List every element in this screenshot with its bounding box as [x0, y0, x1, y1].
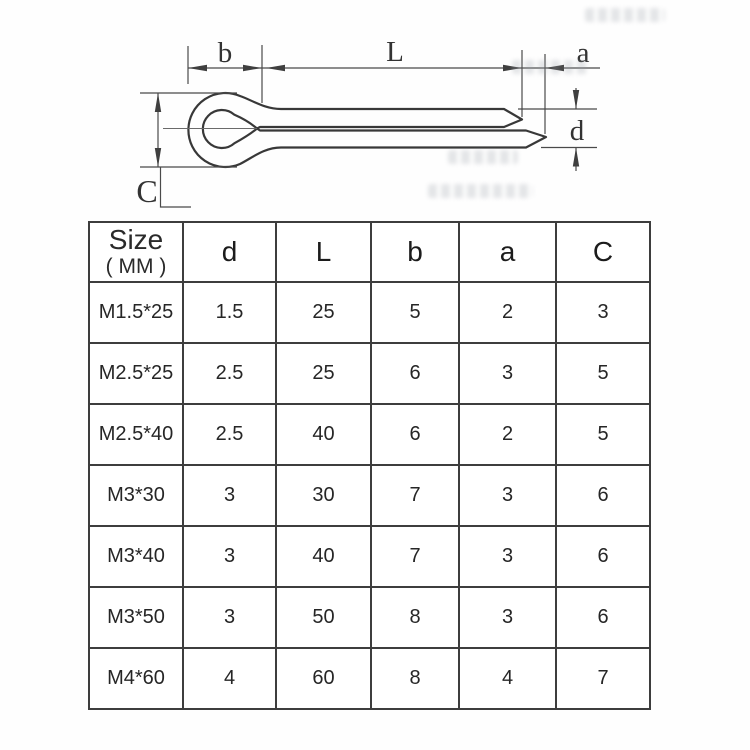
size-header-line1: Size	[108, 224, 164, 255]
dimension-label-L: L	[386, 36, 404, 68]
value-cell: 4	[459, 648, 556, 709]
table-row	[89, 465, 650, 526]
size-header	[89, 222, 183, 282]
value-cell: 30	[276, 465, 371, 526]
arrowhead-C-down	[155, 148, 161, 167]
value-cell: 3	[183, 587, 276, 648]
value-cell: 6	[556, 526, 650, 587]
value-cell: 3	[183, 465, 276, 526]
column-header-d: d	[183, 222, 276, 282]
C-leader-bracket	[161, 167, 192, 207]
arrowhead-L-right	[503, 65, 522, 71]
value-cell: 5	[556, 404, 650, 465]
value-cell: 2	[459, 282, 556, 343]
value-cell: 6	[556, 465, 650, 526]
column-header-a: a	[459, 222, 556, 282]
table-row	[89, 587, 650, 648]
value-cell: 6	[556, 587, 650, 648]
value-cell: 40	[276, 404, 371, 465]
size-cell: M2.5*25	[89, 343, 183, 404]
value-cell: 5	[556, 343, 650, 404]
value-cell: 7	[371, 526, 459, 587]
value-cell: 3	[459, 465, 556, 526]
table-row	[89, 526, 650, 587]
value-cell: 5	[371, 282, 459, 343]
size-cell: M2.5*40	[89, 404, 183, 465]
table-row	[89, 282, 650, 343]
size-cell: M1.5*25	[89, 282, 183, 343]
column-header-b: b	[371, 222, 459, 282]
value-cell: 3	[459, 343, 556, 404]
pin-outline	[188, 93, 546, 167]
value-cell: 60	[276, 648, 371, 709]
dimension-label-C: C	[136, 173, 158, 209]
table-row	[89, 648, 650, 709]
arrowhead-a-left	[545, 65, 564, 71]
value-cell: 4	[183, 648, 276, 709]
arrowhead-C-up	[155, 93, 161, 112]
value-cell: 3	[459, 587, 556, 648]
value-cell: 25	[276, 282, 371, 343]
value-cell: 1.5	[183, 282, 276, 343]
value-cell: 8	[371, 587, 459, 648]
pin-body	[188, 93, 546, 167]
value-cell: 7	[371, 465, 459, 526]
value-cell: 3	[183, 526, 276, 587]
table-row	[89, 404, 650, 465]
cotter-pin-diagram	[0, 0, 750, 220]
table-row	[89, 343, 650, 404]
value-cell: 7	[556, 648, 650, 709]
size-cell: M4*60	[89, 648, 183, 709]
column-header-C: C	[556, 222, 650, 282]
value-cell: 50	[276, 587, 371, 648]
value-cell: 2.5	[183, 404, 276, 465]
size-cell: M3*40	[89, 526, 183, 587]
value-cell: 2	[459, 404, 556, 465]
column-header-L: L	[276, 222, 371, 282]
dimension-label-b: b	[217, 37, 233, 69]
arrowhead-d-down	[573, 90, 579, 109]
value-cell: 6	[371, 404, 459, 465]
size-cell: M3*30	[89, 465, 183, 526]
dimension-label-a: a	[576, 37, 590, 69]
value-cell: 3	[556, 282, 650, 343]
value-cell: 6	[371, 343, 459, 404]
header-row	[89, 222, 650, 282]
spec-table	[88, 221, 651, 710]
arrowhead-b-left	[188, 65, 207, 71]
dimension-label-d: d	[569, 115, 585, 147]
value-cell: 8	[371, 648, 459, 709]
arrowhead-L-left	[266, 65, 285, 71]
value-cell: 3	[459, 526, 556, 587]
value-cell: 2.5	[183, 343, 276, 404]
size-header-line2: ( MM )	[105, 255, 167, 278]
arrowhead-d-up	[573, 148, 579, 167]
arrowhead-b-right	[243, 65, 262, 71]
value-cell: 40	[276, 526, 371, 587]
value-cell: 25	[276, 343, 371, 404]
size-cell: M3*50	[89, 587, 183, 648]
